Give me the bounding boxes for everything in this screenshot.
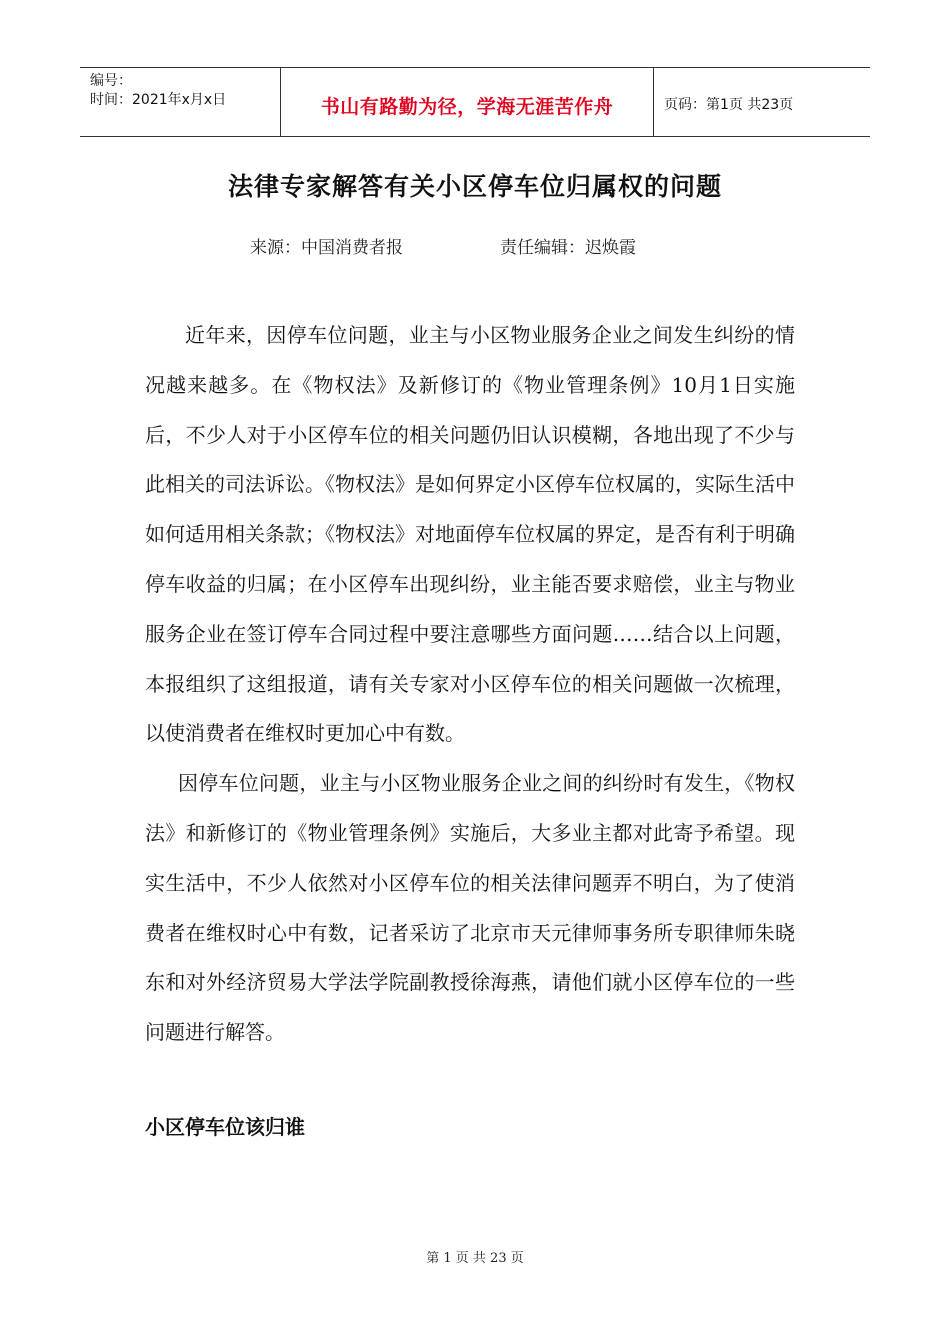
page-info: 页码：第1页 共23页 xyxy=(664,97,794,113)
article-title: 法律专家解答有关小区停车位归属权的问题 xyxy=(227,172,722,201)
article-editor: 责任编辑：迟焕霞 xyxy=(500,238,636,258)
article-body xyxy=(145,311,795,1058)
article-source: 来源：中国消费者报 xyxy=(250,238,403,258)
time-label: 时间：2021年x月x日 xyxy=(90,92,227,108)
page-footer: 第 1 页 共 23 页 xyxy=(426,1251,524,1266)
number-label: 编号： xyxy=(90,73,132,89)
motto: 书山有路勤为径，学海无涯苦作舟 xyxy=(281,68,654,136)
document-header xyxy=(80,67,870,137)
paragraph: 因停车位问题，业主与小区物业服务企业之间的纠纷时有发生，《物权法》和新修订的《物业管理条例》实施后，大多业主都对此寄予希望。现实生活中，不少人依然对小区停车位的相关法律问题弄不明白，为了使消费者在维权时心中有数，记者采访了北京市天元律师事务所专职律师朱晓东和对外经济贸易大学法学院副教授徐海燕，请他们就小区停车位的一些问题进行解答。 xyxy=(145,771,795,1045)
header-meta-cell xyxy=(80,68,281,136)
paragraph: 近年来，因停车位问题，业主与小区物业服务企业之间发生纠纷的情况越来越多。在《物权法》及新修订的《物业管理条例》10月1日实施后，不少人对于小区停车位的相关问题仍旧认识模糊，各地出现了不少与此相关的司法诉讼。《物权法》是如何界定小区停车位权属的，实际生活中如何适用相关条款；《物权法》对地面停车位权属的界定，是否有利于明确停车收益的归属；在小区停车出现纠纷，业主能否要求赔偿，业主与物业服务企业在签订停车合同过程中要注意哪些方面问题……结合以上问题，本报组织了这组报道，请有关专家对小区停车位的相关问题做一次梳理，以使消费者在维权时更加心中有数。 xyxy=(145,323,795,746)
section-heading: 小区停车位该归谁 xyxy=(145,1115,305,1139)
